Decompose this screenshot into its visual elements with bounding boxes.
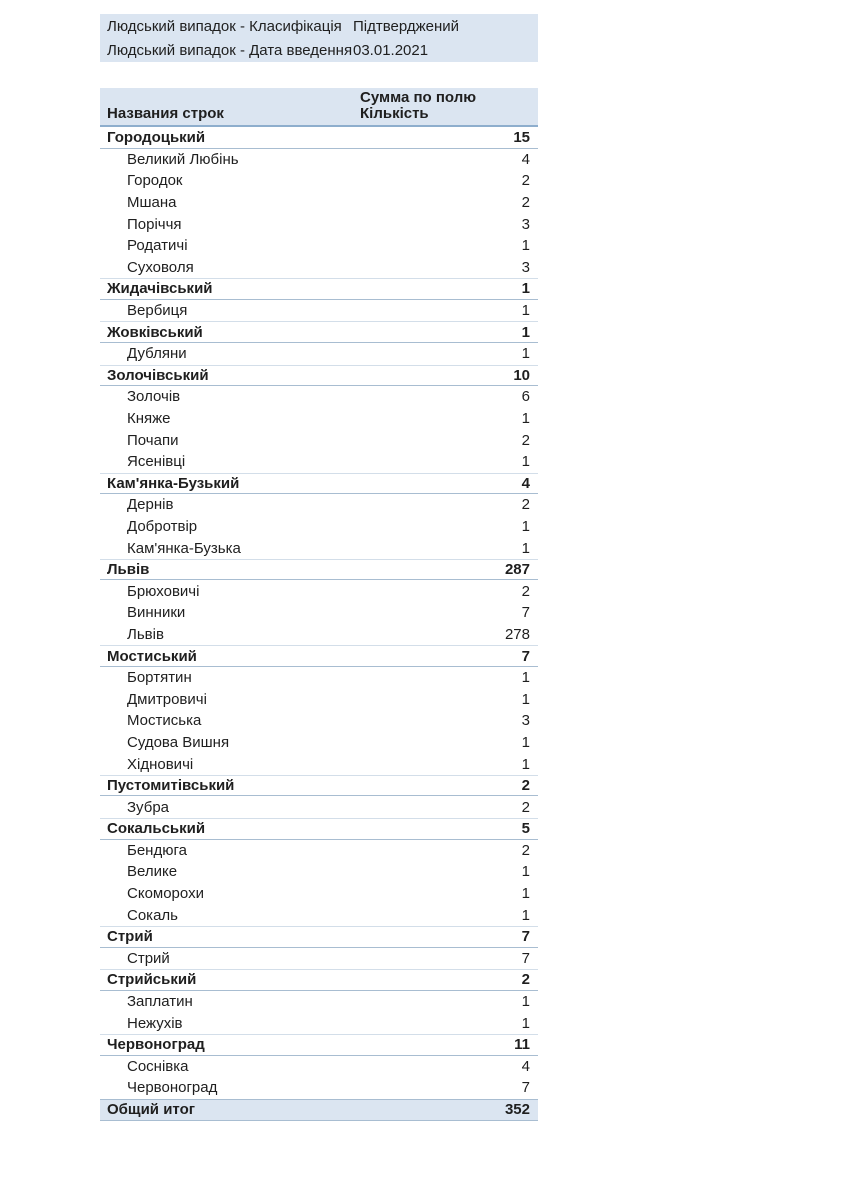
item-row xyxy=(100,904,538,926)
item-label: Львів xyxy=(127,625,164,643)
item-label: Заплатин xyxy=(127,993,193,1011)
item-label: Добротвір xyxy=(127,517,198,535)
item-row xyxy=(100,494,538,516)
item-value: 1 xyxy=(521,690,530,708)
item-row xyxy=(100,796,538,818)
filter-field-label: Людський випадок - Класифікація xyxy=(107,17,342,35)
group-total: 4 xyxy=(521,474,530,492)
item-value: 1 xyxy=(521,345,530,363)
item-row xyxy=(100,343,538,365)
item-label: Скоморохи xyxy=(127,885,204,903)
group-label: Львів xyxy=(107,561,150,579)
item-value: 6 xyxy=(521,388,530,406)
item-row xyxy=(100,624,538,646)
item-value: 7 xyxy=(521,1079,530,1097)
group-label: Городоцький xyxy=(107,128,206,146)
item-value: 278 xyxy=(504,625,530,643)
item-value: 2 xyxy=(521,798,530,816)
item-label: Золочів xyxy=(127,388,181,406)
item-label: Дубляни xyxy=(127,345,187,363)
group-row xyxy=(100,1034,538,1056)
item-row xyxy=(100,710,538,732)
group-total: 15 xyxy=(513,128,530,146)
table-header-row xyxy=(100,88,538,127)
item-label: Почапи xyxy=(127,431,179,449)
item-row xyxy=(100,1056,538,1078)
item-row xyxy=(100,991,538,1013)
item-row xyxy=(100,170,538,192)
grand-total-row xyxy=(100,1099,538,1121)
filter-value[interactable]: Підтверджений xyxy=(353,17,460,35)
item-row xyxy=(100,408,538,430)
group-label: Червоноград xyxy=(107,1036,205,1054)
group-row xyxy=(100,365,538,387)
item-row xyxy=(100,386,538,408)
item-row xyxy=(100,840,538,862)
item-value: 1 xyxy=(521,906,530,924)
item-value: 1 xyxy=(521,755,530,773)
item-label: Дмитровичі xyxy=(127,690,207,708)
item-value: 4 xyxy=(521,150,530,168)
item-label: Зубра xyxy=(127,798,170,816)
item-value: 1 xyxy=(521,1014,530,1032)
group-total: 7 xyxy=(521,647,530,665)
item-label: Ясенівці xyxy=(127,453,186,471)
item-label: Дернів xyxy=(127,496,174,514)
item-row xyxy=(100,688,538,710)
item-label: Брюховичі xyxy=(127,582,200,600)
item-label: Стрий xyxy=(127,949,170,967)
item-value: 2 xyxy=(521,841,530,859)
item-value: 1 xyxy=(521,453,530,471)
item-value: 2 xyxy=(521,194,530,212)
item-row xyxy=(100,753,538,775)
item-row xyxy=(100,213,538,235)
item-row xyxy=(100,257,538,279)
filter-field-label: Людський випадок - Дата введення xyxy=(107,41,353,59)
item-label: Вербиця xyxy=(127,302,188,320)
item-row xyxy=(100,861,538,883)
item-value: 1 xyxy=(521,237,530,255)
group-row xyxy=(100,926,538,948)
item-label: Кам'янка-Бузька xyxy=(127,539,241,557)
item-label: Соснівка xyxy=(127,1057,189,1075)
item-label: Княже xyxy=(127,410,171,428)
group-row xyxy=(100,321,538,343)
item-label: Винники xyxy=(127,604,186,622)
item-row xyxy=(100,429,538,451)
item-row xyxy=(100,732,538,754)
group-label: Мостиський xyxy=(107,647,197,665)
group-row xyxy=(100,278,538,300)
grand-total-label: Общий итог xyxy=(107,1101,195,1119)
group-total: 5 xyxy=(521,820,530,838)
item-value: 1 xyxy=(521,733,530,751)
item-label: Мостиська xyxy=(127,712,202,730)
item-row xyxy=(100,192,538,214)
group-total: 1 xyxy=(521,323,530,341)
group-row xyxy=(100,645,538,667)
item-value: 7 xyxy=(521,604,530,622)
group-row xyxy=(100,818,538,840)
item-value: 3 xyxy=(521,215,530,233)
item-row xyxy=(100,1077,538,1099)
pivot-table xyxy=(100,88,538,1121)
item-value: 2 xyxy=(521,172,530,190)
item-label: Велике xyxy=(127,863,178,881)
item-row xyxy=(100,537,538,559)
item-value: 1 xyxy=(521,885,530,903)
group-label: Жидачівський xyxy=(107,280,213,298)
group-total: 1 xyxy=(521,280,530,298)
item-row xyxy=(100,300,538,322)
item-row xyxy=(100,1012,538,1034)
item-label: Сокаль xyxy=(127,906,178,924)
item-row xyxy=(100,602,538,624)
item-value: 2 xyxy=(521,431,530,449)
group-total: 11 xyxy=(514,1036,530,1054)
item-value: 1 xyxy=(521,863,530,881)
filter-value[interactable]: 03.01.2021 xyxy=(353,41,429,59)
item-label: Суховоля xyxy=(127,258,194,276)
group-row xyxy=(100,473,538,495)
item-value: 1 xyxy=(521,410,530,428)
item-row xyxy=(100,451,538,473)
item-label: Хідновичі xyxy=(127,755,194,773)
group-row xyxy=(100,127,538,149)
item-label: Городок xyxy=(127,172,183,190)
group-row xyxy=(100,559,538,581)
item-label: Нежухів xyxy=(127,1014,183,1032)
pivot-filter-area xyxy=(100,14,538,62)
item-label: Великий Любінь xyxy=(127,150,239,168)
item-value: 2 xyxy=(521,496,530,514)
group-label: Жовківський xyxy=(107,323,203,341)
group-total: 287 xyxy=(504,561,530,579)
group-label: Стрий xyxy=(107,928,153,946)
group-total: 2 xyxy=(521,777,530,795)
item-value: 4 xyxy=(521,1057,530,1075)
filter-row xyxy=(100,14,538,38)
item-row xyxy=(100,235,538,257)
item-label: Судова Вишня xyxy=(127,733,230,751)
item-label: Бендюга xyxy=(127,841,187,859)
item-label: Поріччя xyxy=(127,215,182,233)
item-row xyxy=(100,667,538,689)
item-label: Червоноград xyxy=(127,1079,218,1097)
grand-total-value: 352 xyxy=(504,1101,530,1119)
item-value: 2 xyxy=(521,582,530,600)
item-value: 1 xyxy=(521,669,530,687)
group-label: Золочівський xyxy=(107,366,209,384)
group-row xyxy=(100,775,538,797)
group-label: Сокальський xyxy=(107,820,206,838)
filter-row xyxy=(100,38,538,62)
item-row xyxy=(100,149,538,171)
group-total: 7 xyxy=(521,928,530,946)
item-value: 3 xyxy=(521,712,530,730)
item-label: Мшана xyxy=(127,194,177,212)
item-row xyxy=(100,580,538,602)
item-label: Бортятин xyxy=(127,669,192,687)
item-row xyxy=(100,948,538,970)
item-value: 1 xyxy=(521,993,530,1011)
group-row xyxy=(100,969,538,991)
group-label: Кам'янка-Бузький xyxy=(107,474,240,492)
row-labels-header: Названия строк xyxy=(107,105,224,122)
item-value: 1 xyxy=(521,302,530,320)
group-label: Пустомитівський xyxy=(107,777,235,795)
table-rows xyxy=(100,127,538,1099)
values-header: Сумма по полю Кількість xyxy=(360,89,477,122)
item-row xyxy=(100,516,538,538)
group-total: 2 xyxy=(521,971,530,989)
item-value: 1 xyxy=(521,517,530,535)
item-value: 7 xyxy=(521,949,530,967)
item-row xyxy=(100,883,538,905)
group-total: 10 xyxy=(513,366,530,384)
group-label: Стрийський xyxy=(107,971,197,989)
item-label: Родатичі xyxy=(127,237,188,255)
item-value: 3 xyxy=(521,258,530,276)
item-value: 1 xyxy=(521,539,530,557)
